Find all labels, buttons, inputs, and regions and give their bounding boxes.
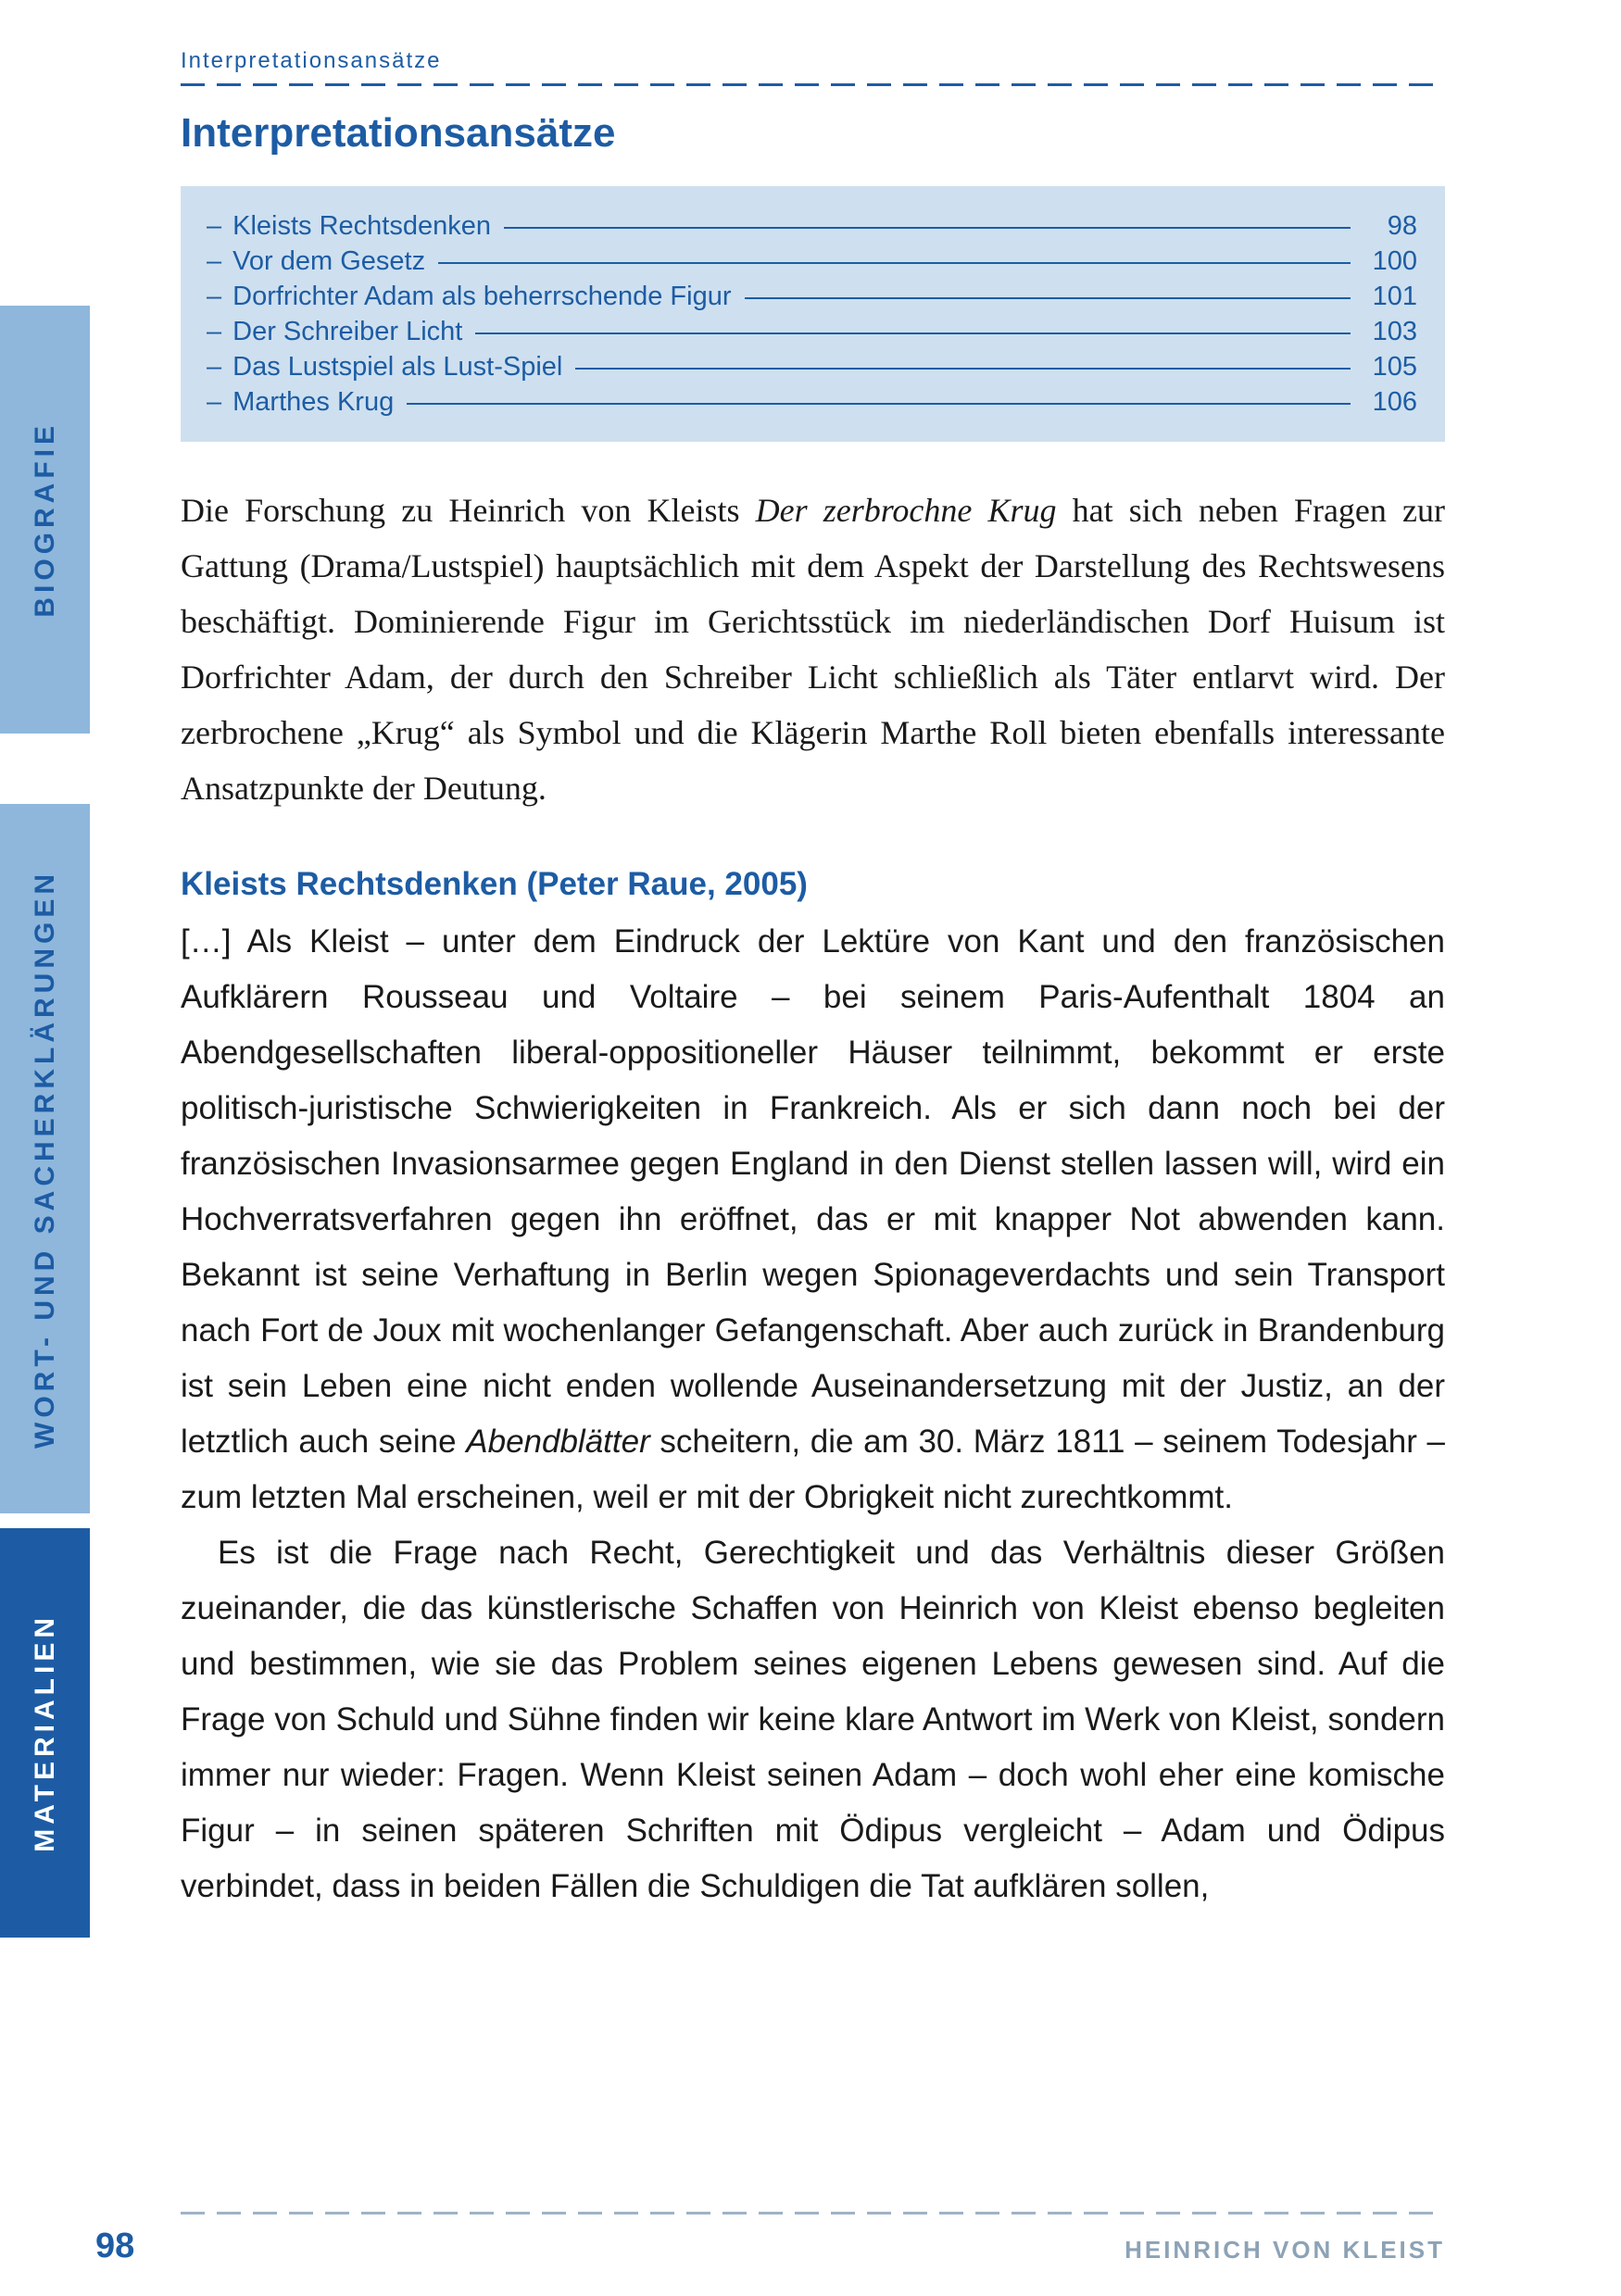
toc-leader-line xyxy=(745,297,1351,299)
sidebar-tab-wort-und-sacherklaerungen[interactable] xyxy=(0,804,90,1513)
toc-item-label: Marthes Krug xyxy=(232,387,395,417)
toc-leader-line xyxy=(438,262,1351,264)
toc-leader-line xyxy=(475,332,1351,334)
toc-item-label: Der Schreiber Licht xyxy=(232,317,463,346)
body-paragraph: Es ist die Frage nach Recht, Gerechtigkeit und das Verhältnis dieser Größen zueinander, die das künstlerische Schaffen von Heinrich von Kleist ebenso begleiten und bestimmen, wie sie das Problem seines eigenen Lebens gewesen sind. Auf die Frage von Schuld und Sühne finden wir keine klare Antwort im Werk von Kleist, sondern immer nur wieder: Fragen. Wenn Kleist seinen Adam – doch wohl eher eine komische Figur – in seinen späteren Schriften mit Ödipus vergleicht – Adam und Ödipus verbindet, dass in beiden Fällen die Schuldigen die Tat aufklären sollen, xyxy=(181,1535,1445,1904)
body-paragraph: […] Als Kleist – unter dem Eindruck der Lektüre von Kant und den französischen Aufklärern Rousseau und Voltaire – bei seinem Paris-Aufenthalt 1804 an Abendgesellschaften liberal-oppositioneller Häuser teilnimmt, bekommt er erste politisch-juristische Schwierigkeiten in Frankreich. Als er sich dann noch bei der französischen Invasionsarmee gegen England in den Dienst stellen lassen will, wird ein Hochverratsverfahren gegen ihn eröffnet, das er mit knapper Not abwenden kann. Bekannt ist seine Verhaftung in Berlin wegen Spionageverdachts und sein Transport nach Fort de Joux mit wochenlanger Gefangenschaft. Aber auch zurück in Brandenburg ist sein Leben eine nicht enden wollende Auseinandersetzung mit der Justiz, an der letztlich auch seine Abendblätter scheitern, die am 30. März 1811 – seinem Todesjahr – zum letzten Mal erscheinen, weil er mit der Obrigkeit nicht zurechtkommt. xyxy=(181,923,1445,1515)
toc-page-number: 100 xyxy=(1372,246,1417,276)
toc-item[interactable] xyxy=(207,349,1417,384)
page-title: Interpretationsansätze xyxy=(181,110,616,156)
footer-book-title: HEINRICH VON KLEIST xyxy=(1125,2236,1445,2264)
intro-paragraph: Die Forschung zu Heinrich von Kleists Der zerbrochne Krug hat sich neben Fragen zur Gattung (Drama/Lustspiel) hauptsächlich mit dem Aspekt der Darstellung des Rechtswesens beschäftigt. Dominierende Figur im Gerichtsstück im niederländischen Dorf Huisum ist Dorfrichter Adam, der durch den Schreiber Licht schließlich als Täter entlarvt wird. Der zerbrochene „Krug“ als Symbol und die Klägerin Marthe Roll bieten ebenfalls interessante Ansatzpunkte der Deutung. xyxy=(181,492,1445,807)
toc-item-label: Dorfrichter Adam als beherrschende Figur xyxy=(232,282,732,311)
toc-item[interactable] xyxy=(207,279,1417,314)
toc-item-dash: – xyxy=(207,352,222,382)
toc-box xyxy=(181,186,1445,442)
toc-page-number: 103 xyxy=(1372,317,1417,346)
toc-page-number: 101 xyxy=(1372,282,1417,311)
toc-item[interactable] xyxy=(207,384,1417,420)
sidebar-tab-label: MATERIALIEN xyxy=(29,1613,60,1852)
toc-item[interactable] xyxy=(207,244,1417,279)
section-heading: Kleists Rechtsdenken (Peter Raue, 2005) xyxy=(181,866,808,902)
top-divider xyxy=(181,83,1445,86)
toc-item-label: Das Lustspiel als Lust-Spiel xyxy=(232,352,563,382)
toc-page-number: 98 xyxy=(1387,211,1417,241)
toc-item-dash: – xyxy=(207,211,222,241)
toc-item-dash: – xyxy=(207,282,222,311)
toc-page-number: 106 xyxy=(1372,387,1417,417)
toc-item-dash: – xyxy=(207,246,222,276)
sidebar-tab-label: WORT- UND SACHERKLÄRUNGEN xyxy=(29,869,60,1449)
sidebar-tab-materialien[interactable] xyxy=(0,1528,90,1938)
page-number: 98 xyxy=(95,2227,135,2265)
toc-item-label: Kleists Rechtsdenken xyxy=(232,211,492,241)
toc-leader-line xyxy=(407,403,1351,405)
toc-item-dash: – xyxy=(207,317,222,346)
toc-item[interactable] xyxy=(207,314,1417,349)
toc-item[interactable] xyxy=(207,208,1417,244)
toc-item-label: Vor dem Gesetz xyxy=(232,246,426,276)
toc-page-number: 105 xyxy=(1372,352,1417,382)
toc-leader-line xyxy=(504,227,1351,229)
toc-leader-line xyxy=(575,368,1351,370)
sidebar-tab-label: BIOGRAFIE xyxy=(29,421,60,618)
running-header: Interpretationsansätze xyxy=(181,48,442,73)
toc-item-dash: – xyxy=(207,387,222,417)
sidebar-tab-biografie[interactable] xyxy=(0,306,90,734)
footer-divider xyxy=(181,2212,1445,2214)
main-content xyxy=(181,0,1445,1914)
